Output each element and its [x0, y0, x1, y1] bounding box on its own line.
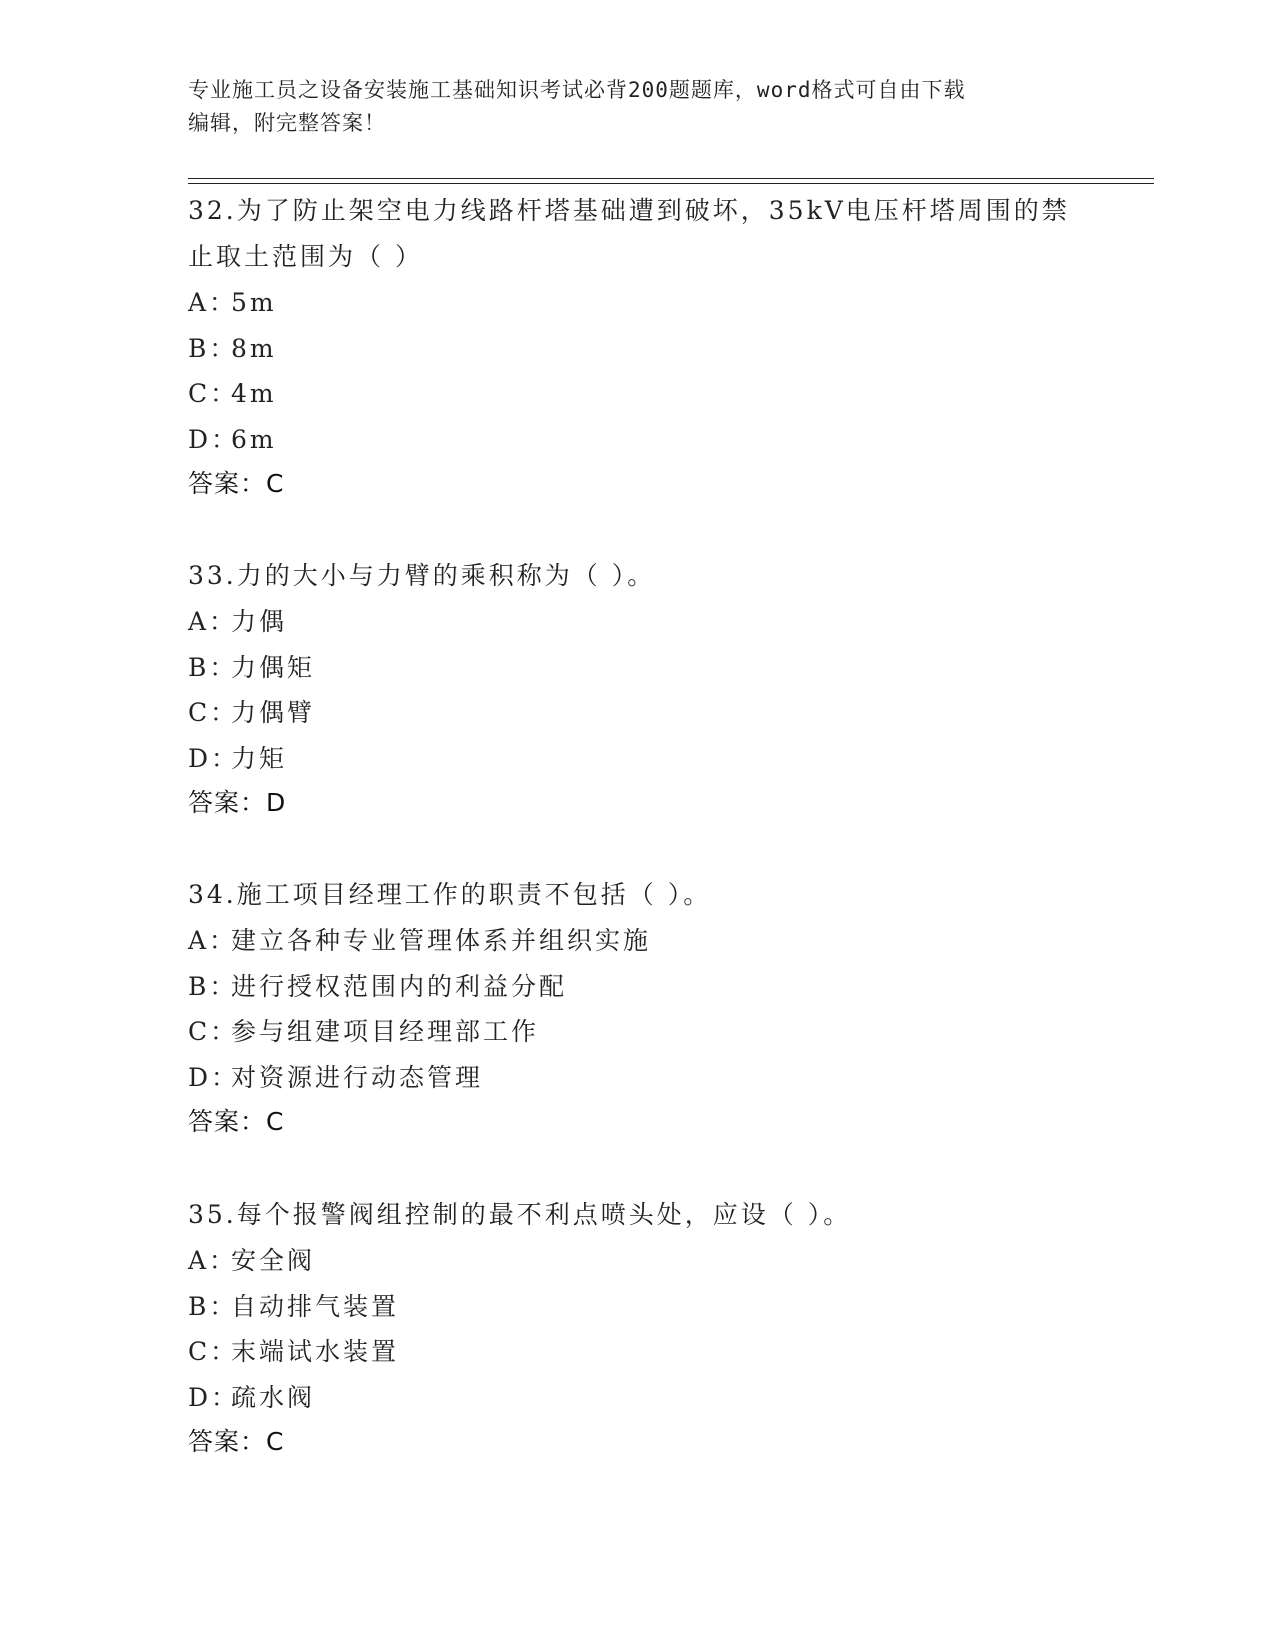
option-text: 力偶臂	[231, 698, 316, 727]
option-b	[188, 1284, 1088, 1330]
question-34	[188, 872, 1088, 1144]
option-b	[188, 326, 1088, 372]
question-33	[188, 553, 1088, 825]
question-35	[188, 1192, 1088, 1464]
question-title: 35.每个报警阀组控制的最不利点喷头处，应设（ ）。	[188, 1200, 852, 1229]
option-key: B：	[188, 971, 238, 1001]
option-d	[188, 417, 1088, 463]
option-text: 进行授权范围内的利益分配	[231, 971, 568, 1001]
option-key: B：	[188, 333, 238, 363]
option-d	[188, 1055, 1088, 1101]
option-text: 8m	[231, 333, 277, 363]
option-a	[188, 280, 1088, 326]
option-key: A：	[188, 926, 238, 955]
option-key: D：	[188, 1382, 240, 1412]
option-key: A：	[188, 607, 238, 636]
question-title	[188, 188, 1088, 280]
option-a	[188, 599, 1088, 645]
option-d	[188, 736, 1088, 782]
option-text: 力偶	[231, 607, 288, 636]
option-key: C：	[188, 1017, 239, 1046]
option-c	[188, 1329, 1088, 1375]
header-line-1: 专业施工员之设备安装施工基础知识考试必背200题题库，word格式可自由下载	[188, 78, 966, 102]
option-text: 疏水阀	[231, 1382, 316, 1412]
option-text: 对资源进行动态管理	[231, 1062, 484, 1092]
option-b	[188, 964, 1088, 1010]
header-divider-top	[188, 178, 1154, 179]
option-key: A：	[188, 288, 238, 317]
option-key: D：	[188, 424, 240, 454]
question-32	[188, 188, 1088, 506]
option-text: 5m	[231, 288, 277, 317]
option-a	[188, 918, 1088, 964]
answer-line: 答案：D	[188, 788, 287, 817]
option-c	[188, 1009, 1088, 1055]
question-title: 33.力的大小与力臂的乘积称为（ ）。	[188, 561, 656, 590]
header-line-2: 编辑，附完整答案！	[188, 111, 386, 135]
option-text: 安全阀	[231, 1246, 316, 1275]
option-key: D：	[188, 743, 240, 773]
option-text: 力矩	[231, 743, 288, 773]
document-header	[188, 74, 1088, 140]
option-b	[188, 645, 1088, 691]
question-title-line-2: 止取土范围为（ ）	[188, 242, 423, 271]
option-key: C：	[188, 379, 239, 408]
answer-line: 答案：C	[188, 469, 285, 498]
option-c	[188, 690, 1088, 736]
option-text: 参与组建项目经理部工作	[231, 1017, 540, 1046]
option-a	[188, 1238, 1088, 1284]
option-text: 6m	[231, 424, 277, 454]
question-title-line-1: 32.为了防止架空电力线路杆塔基础遭到破坏，35kV电压杆塔周围的禁	[188, 196, 1070, 225]
option-text: 自动排气装置	[231, 1291, 400, 1321]
option-key: B：	[188, 1291, 238, 1321]
answer-line: 答案：C	[188, 1107, 285, 1136]
option-key: C：	[188, 1337, 239, 1366]
option-key: D：	[188, 1062, 240, 1092]
option-d	[188, 1375, 1088, 1421]
header-divider-bottom	[188, 183, 1154, 184]
option-key: B：	[188, 652, 238, 682]
option-text: 4m	[231, 379, 277, 408]
option-text: 末端试水装置	[231, 1337, 400, 1366]
question-title: 34.施工项目经理工作的职责不包括（ ）。	[188, 880, 712, 909]
answer-line: 答案：C	[188, 1427, 285, 1456]
option-text: 力偶矩	[231, 652, 316, 682]
option-text: 建立各种专业管理体系并组织实施	[231, 926, 652, 955]
option-key: C：	[188, 698, 239, 727]
option-c	[188, 371, 1088, 417]
option-key: A：	[188, 1246, 238, 1275]
